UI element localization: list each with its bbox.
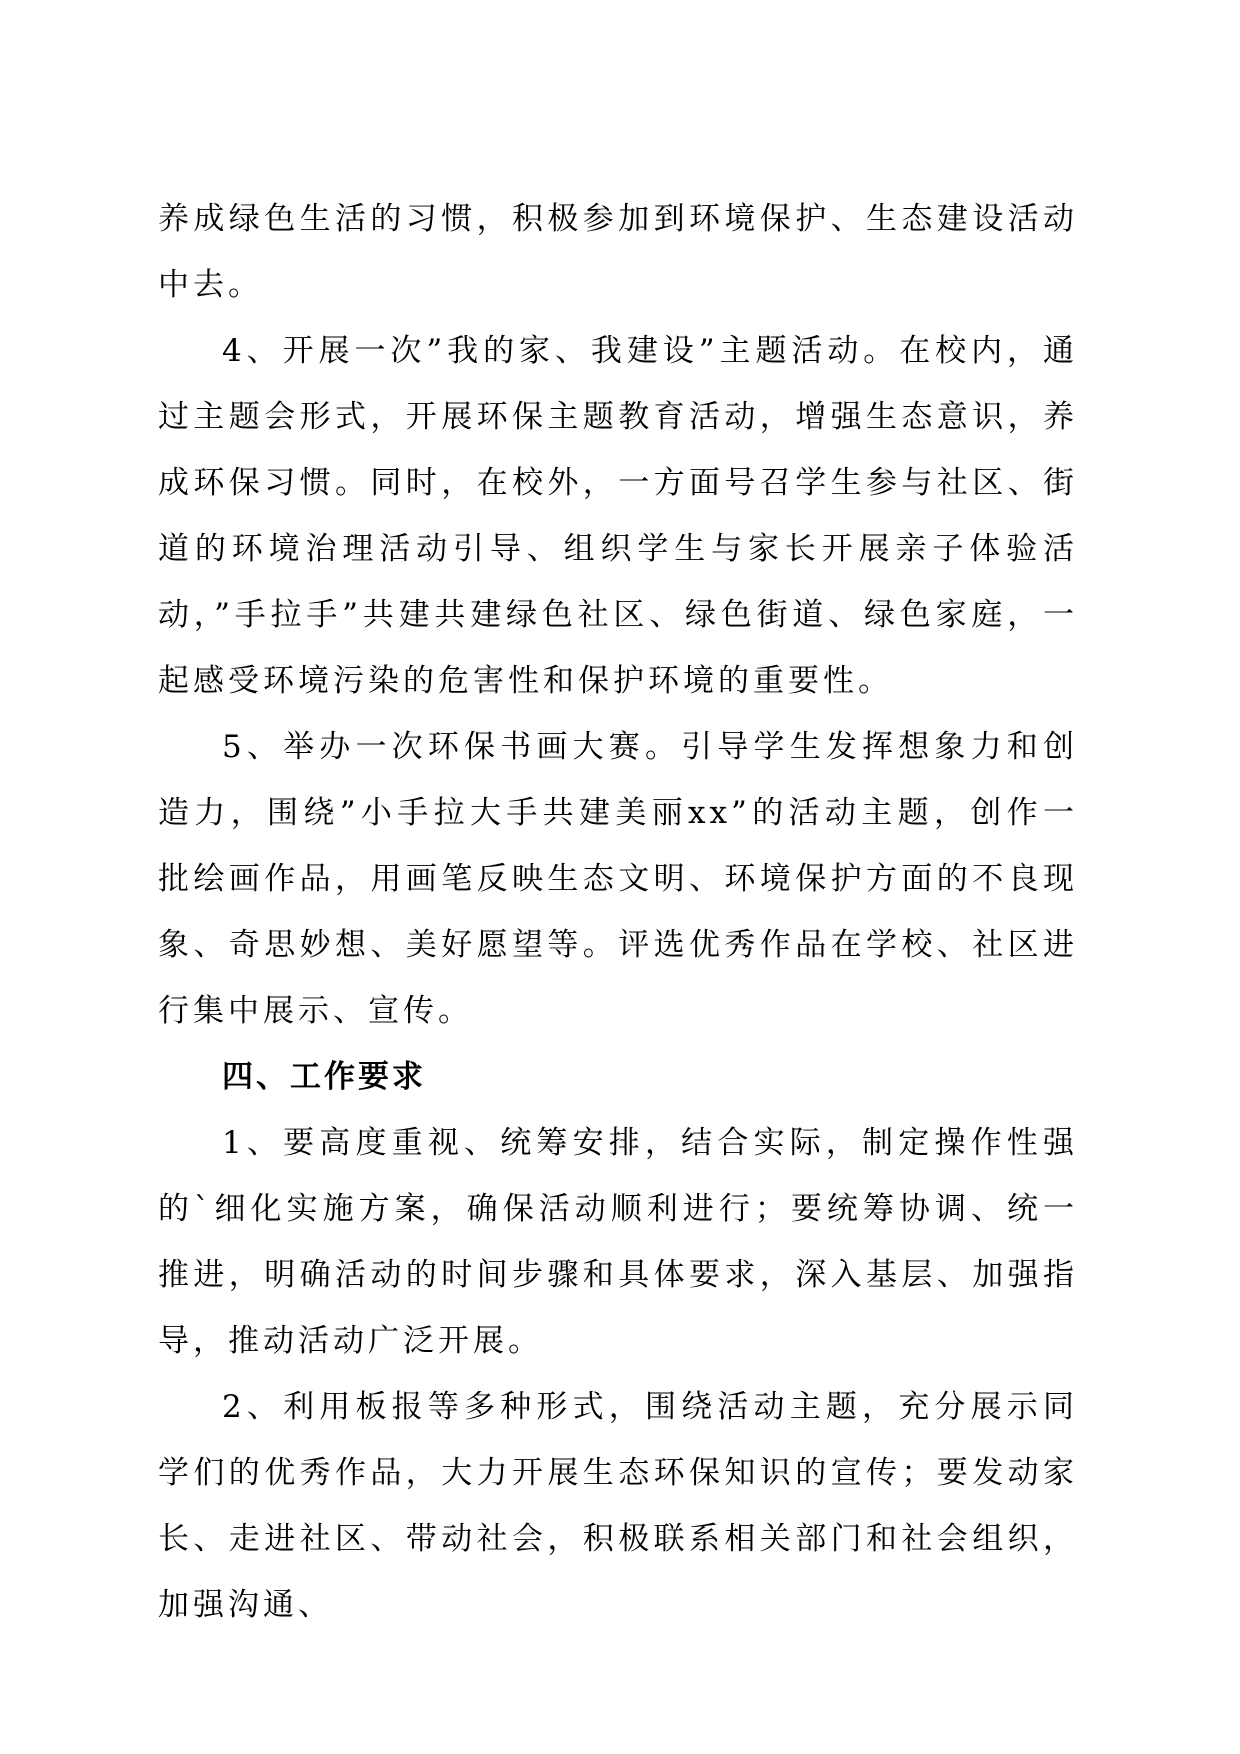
section-heading-work-requirements: 四、工作要求: [222, 1059, 426, 1095]
paragraph-item-4: 4、开展一次”我的家、我建设”主题活动。在校内，通过主题会形式，开展环保主题教育活动，增强生态意识，养成环保习惯。同时，在校外，一方面号召学生参与社区、街道的环境治理活动引导、组织学生与家长开展亲子体验活动，”手拉手”共建共建绿色社区、绿色街道、绿色家庭，一起感受环境污染的危害性和保护环境的重要性。: [158, 333, 1078, 699]
paragraph-requirement-1: 1、要高度重视、统筹安排，结合实际，制定操作性强的`细化实施方案，确保活动顺利进行；要统筹协调、统一推进，明确活动的时间步骤和具体要求，深入基层、加强指导，推动活动广泛开展。: [158, 1125, 1078, 1359]
paragraph-item-5: 5、举办一次环保书画大赛。引导学生发挥想象力和创造力，围绕”小手拉大手共建美丽xx”的活动主题，创作一批绘画作品，用画笔反映生态文明、环境保护方面的不良现象、奇思妙想、美好愿望等。评选优秀作品在学校、社区进行集中展示、宣传。: [158, 729, 1078, 1029]
paragraph-requirement-2: 2、利用板报等多种形式，围绕活动主题，充分展示同学们的优秀作品，大力开展生态环保知识的宣传；要发动家长、走进社区、带动社会，积极联系相关部门和社会组织，加强沟通、: [158, 1389, 1078, 1623]
document-body: [158, 186, 1078, 1638]
paragraph-continued: 养成绿色生活的习惯，积极参加到环境保护、生态建设活动中去。: [158, 201, 1078, 303]
